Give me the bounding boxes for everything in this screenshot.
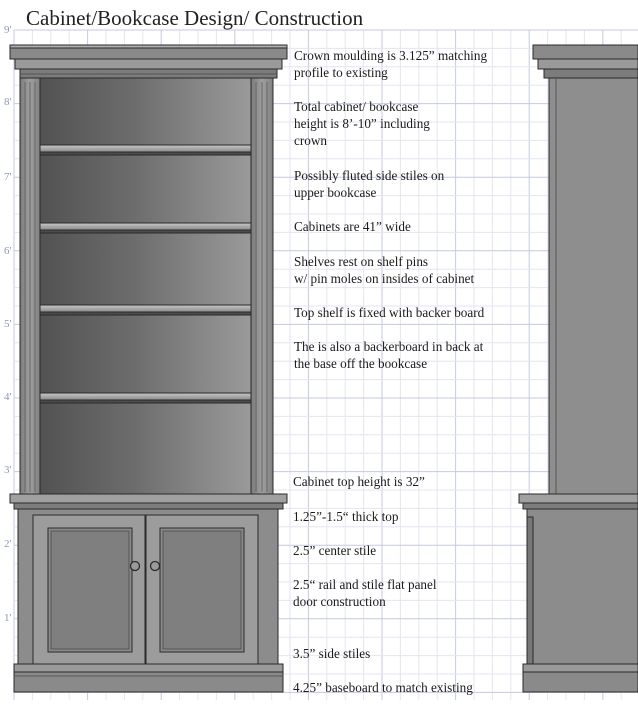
left-side-stile [20,78,40,496]
scale-label: 8' [4,96,12,108]
note-total-height: Total cabinet/ bookcase height is 8’-10” including crown [294,99,430,148]
scale-label: 7' [4,171,12,183]
side-elevation [519,45,638,692]
note-fluted-stiles: Possibly fluted side stiles on upper bookcase [294,168,445,200]
scale-label: 2' [4,538,12,550]
note-door-construction: 2.5“ rail and stile flat panel door construction [293,577,437,609]
note-center-stile: 2.5” center stile [293,543,377,558]
note-baseboard: 4.25” baseboard to match existing [293,680,473,695]
note-cabinet-top-height: Cabinet top height is 32” [293,474,425,489]
door-knob [151,562,160,571]
front-elevation [10,45,287,692]
bookcase-back-panel [40,78,251,496]
side-crown-moulding [533,45,638,78]
side-lower-panel [527,509,638,669]
page-title: Cabinet/Bookcase Design/ Construction [26,6,364,30]
right-door [146,515,258,664]
side-cabinet-top [519,494,638,509]
scale-label: 1' [4,612,12,624]
note-side-stiles: 3.5” side stiles [293,646,371,661]
left-door [33,515,145,664]
scale-label: 6' [4,245,12,257]
door-knob [131,562,140,571]
right-side-stile [251,78,273,496]
scale-label: 4' [4,391,12,403]
shelf [40,305,251,315]
note-cabinet-width: Cabinets are 41” wide [294,219,411,234]
note-shelf-pins: Shelves rest on shelf pins w/ pin moles on insides of cabinet [294,254,475,286]
note-thick-top: 1.25”-1.5“ thick top [293,509,399,524]
scale-label: 9' [4,24,12,36]
note-backerboard: The is also a backerboard in back at the base off the bookcase [294,339,484,371]
crown-moulding [10,45,287,78]
cabinet-top [10,494,287,509]
note-top-shelf: Top shelf is fixed with backer board [294,305,485,320]
shelf [40,223,251,233]
scale-label: 3' [4,464,12,476]
side-baseboard [523,664,638,692]
shelf [40,393,251,403]
note-crown-moulding: Crown moulding is 3.125” matching profile to existing [294,48,488,80]
scale-label: 5' [4,318,12,330]
shelf [40,145,251,155]
baseboard [14,664,283,692]
side-upper-panel [549,78,638,496]
